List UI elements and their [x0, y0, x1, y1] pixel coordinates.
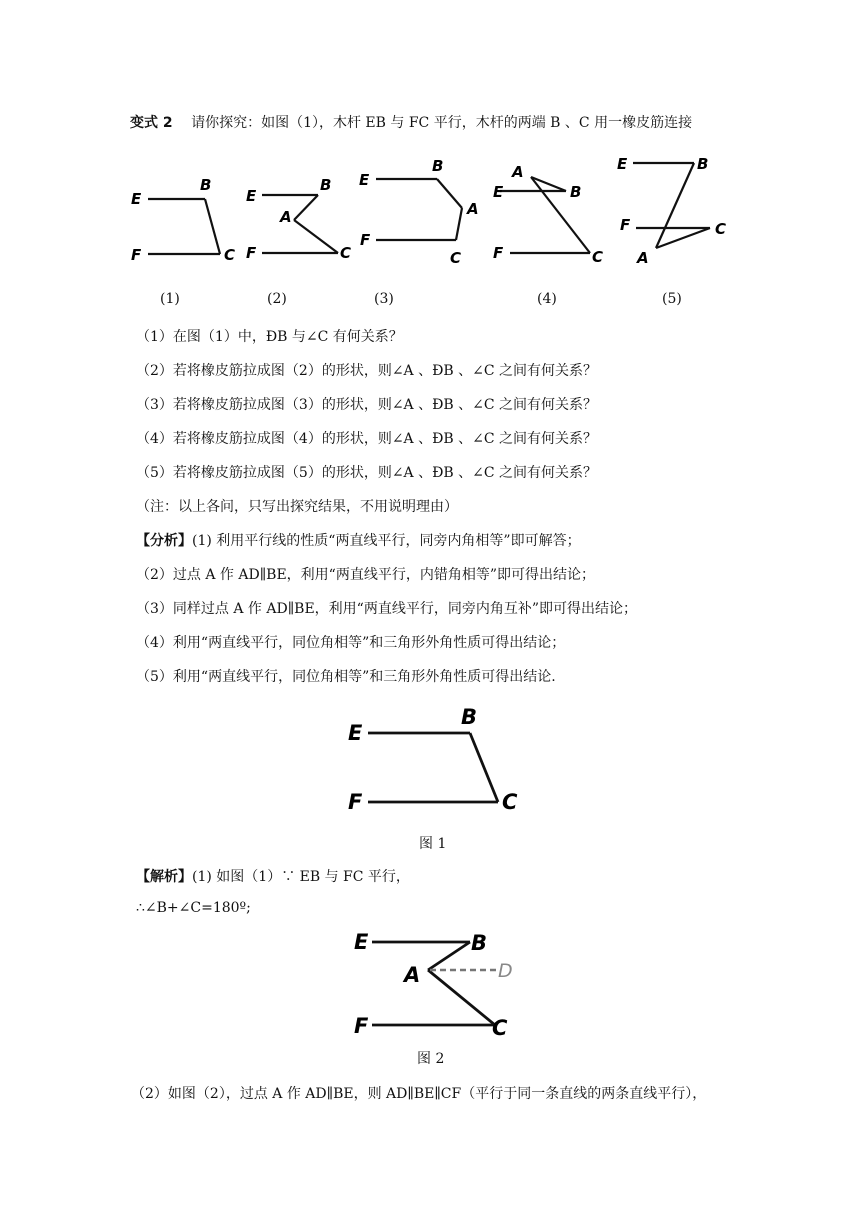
intro-text: 请你探究：如图（1），木杆 EB 与 FC 平行，木杆的两端 B 、C 用一橡皮筋连接	[191, 115, 693, 131]
label-f: F	[620, 216, 631, 234]
label-e: E	[348, 721, 363, 745]
label-b: B	[432, 157, 444, 175]
caption-3: (3)	[374, 291, 394, 307]
label-a: A	[512, 163, 524, 181]
question-4: （4）若将橡皮筋拉成图（4）的形状，则∠A 、ÐB 、∠C 之间有何关系？	[136, 431, 598, 447]
caption-1: (1)	[160, 291, 180, 307]
figure-5	[617, 155, 726, 267]
label-e: E	[493, 183, 504, 201]
analysis-line-1	[136, 530, 581, 550]
solution-line-1	[136, 866, 410, 886]
figure-1-large	[340, 700, 540, 820]
caption-4: (4)	[537, 291, 557, 307]
label-b: B	[461, 705, 478, 729]
analysis-text: (1) 利用平行线的性质“两直线平行，同旁内角相等”即可解答；	[192, 533, 581, 549]
solution-text: (1) 如图（1）∵ EB 与 FC 平行，	[192, 869, 410, 885]
figure-2-caption: 图 2	[417, 1051, 445, 1067]
label-b: B	[570, 183, 582, 201]
caption-5: (5)	[662, 291, 682, 307]
solution-heading: 【解析】	[136, 869, 192, 885]
label-c: C	[340, 244, 352, 262]
label-c: C	[502, 790, 518, 814]
label-c: C	[492, 1016, 508, 1040]
label-f: F	[131, 246, 142, 264]
analysis-line-2: （2）过点 A 作 AD∥BE，利用“两直线平行，内错角相等”即可得出结论；	[136, 567, 595, 583]
label-b: B	[697, 155, 709, 173]
question-1: （1）在图（1）中，ÐB 与∠C 有何关系？	[136, 329, 403, 345]
label-e: E	[131, 190, 142, 208]
figure-4	[493, 163, 603, 266]
caption-2: (2)	[267, 291, 287, 307]
variant-label: 变式 2	[130, 115, 173, 131]
label-f: F	[493, 244, 504, 262]
label-b: B	[200, 176, 212, 194]
label-a: A	[637, 249, 649, 267]
question-2: （2）若将橡皮筋拉成图（2）的形状，则∠A 、ÐB 、∠C 之间有何关系？	[136, 363, 598, 379]
analysis-line-5: （5）利用“两直线平行，同位角相等”和三角形外角性质可得出结论.	[136, 669, 556, 685]
solution-line-3: （2）如图（2），过点 A 作 AD∥BE，则 AD∥BE∥CF（平行于同一条直线的两条直线平行），	[131, 1086, 707, 1102]
label-c: C	[224, 246, 236, 264]
analysis-line-3: （3）同样过点 A 作 AD∥BE，利用“两直线平行，同旁内角互补”即可得出结论；	[136, 601, 637, 617]
note: （注：以上各问，只写出探究结果，不用说明理由）	[136, 499, 458, 515]
question-3: （3）若将橡皮筋拉成图（3）的形状，则∠A 、ÐB 、∠C 之间有何关系？	[136, 397, 598, 413]
label-c: C	[450, 249, 462, 267]
figure-2-large	[340, 925, 540, 1045]
label-c: C	[592, 248, 604, 266]
label-a: A	[404, 963, 421, 987]
analysis-heading: 【分析】	[136, 533, 192, 549]
question-5: （5）若将橡皮筋拉成图（5）的形状，则∠A 、ÐB 、∠C 之间有何关系？	[136, 465, 598, 481]
label-f: F	[246, 244, 257, 262]
figure-1	[131, 176, 235, 264]
figure-1-caption: 图 1	[419, 836, 447, 852]
label-f: F	[348, 790, 363, 814]
label-e: E	[246, 187, 257, 205]
label-e: E	[354, 930, 369, 954]
label-d: D	[498, 960, 513, 982]
label-e: E	[617, 155, 628, 173]
label-f: F	[354, 1014, 369, 1038]
label-e: E	[359, 171, 370, 189]
label-f: F	[360, 231, 371, 249]
label-b: B	[320, 176, 332, 194]
label-a: A	[467, 200, 479, 218]
label-b: B	[471, 931, 488, 955]
figure-2	[246, 176, 351, 262]
analysis-line-4: （4）利用“两直线平行，同位角相等”和三角形外角性质可得出结论；	[136, 635, 566, 651]
solution-line-2: ∴∠B+∠C=180º;	[136, 900, 251, 916]
top-figures	[0, 150, 860, 290]
label-c: C	[715, 220, 727, 238]
figure-3	[359, 157, 479, 267]
label-a: A	[280, 208, 292, 226]
intro-line	[130, 112, 692, 132]
